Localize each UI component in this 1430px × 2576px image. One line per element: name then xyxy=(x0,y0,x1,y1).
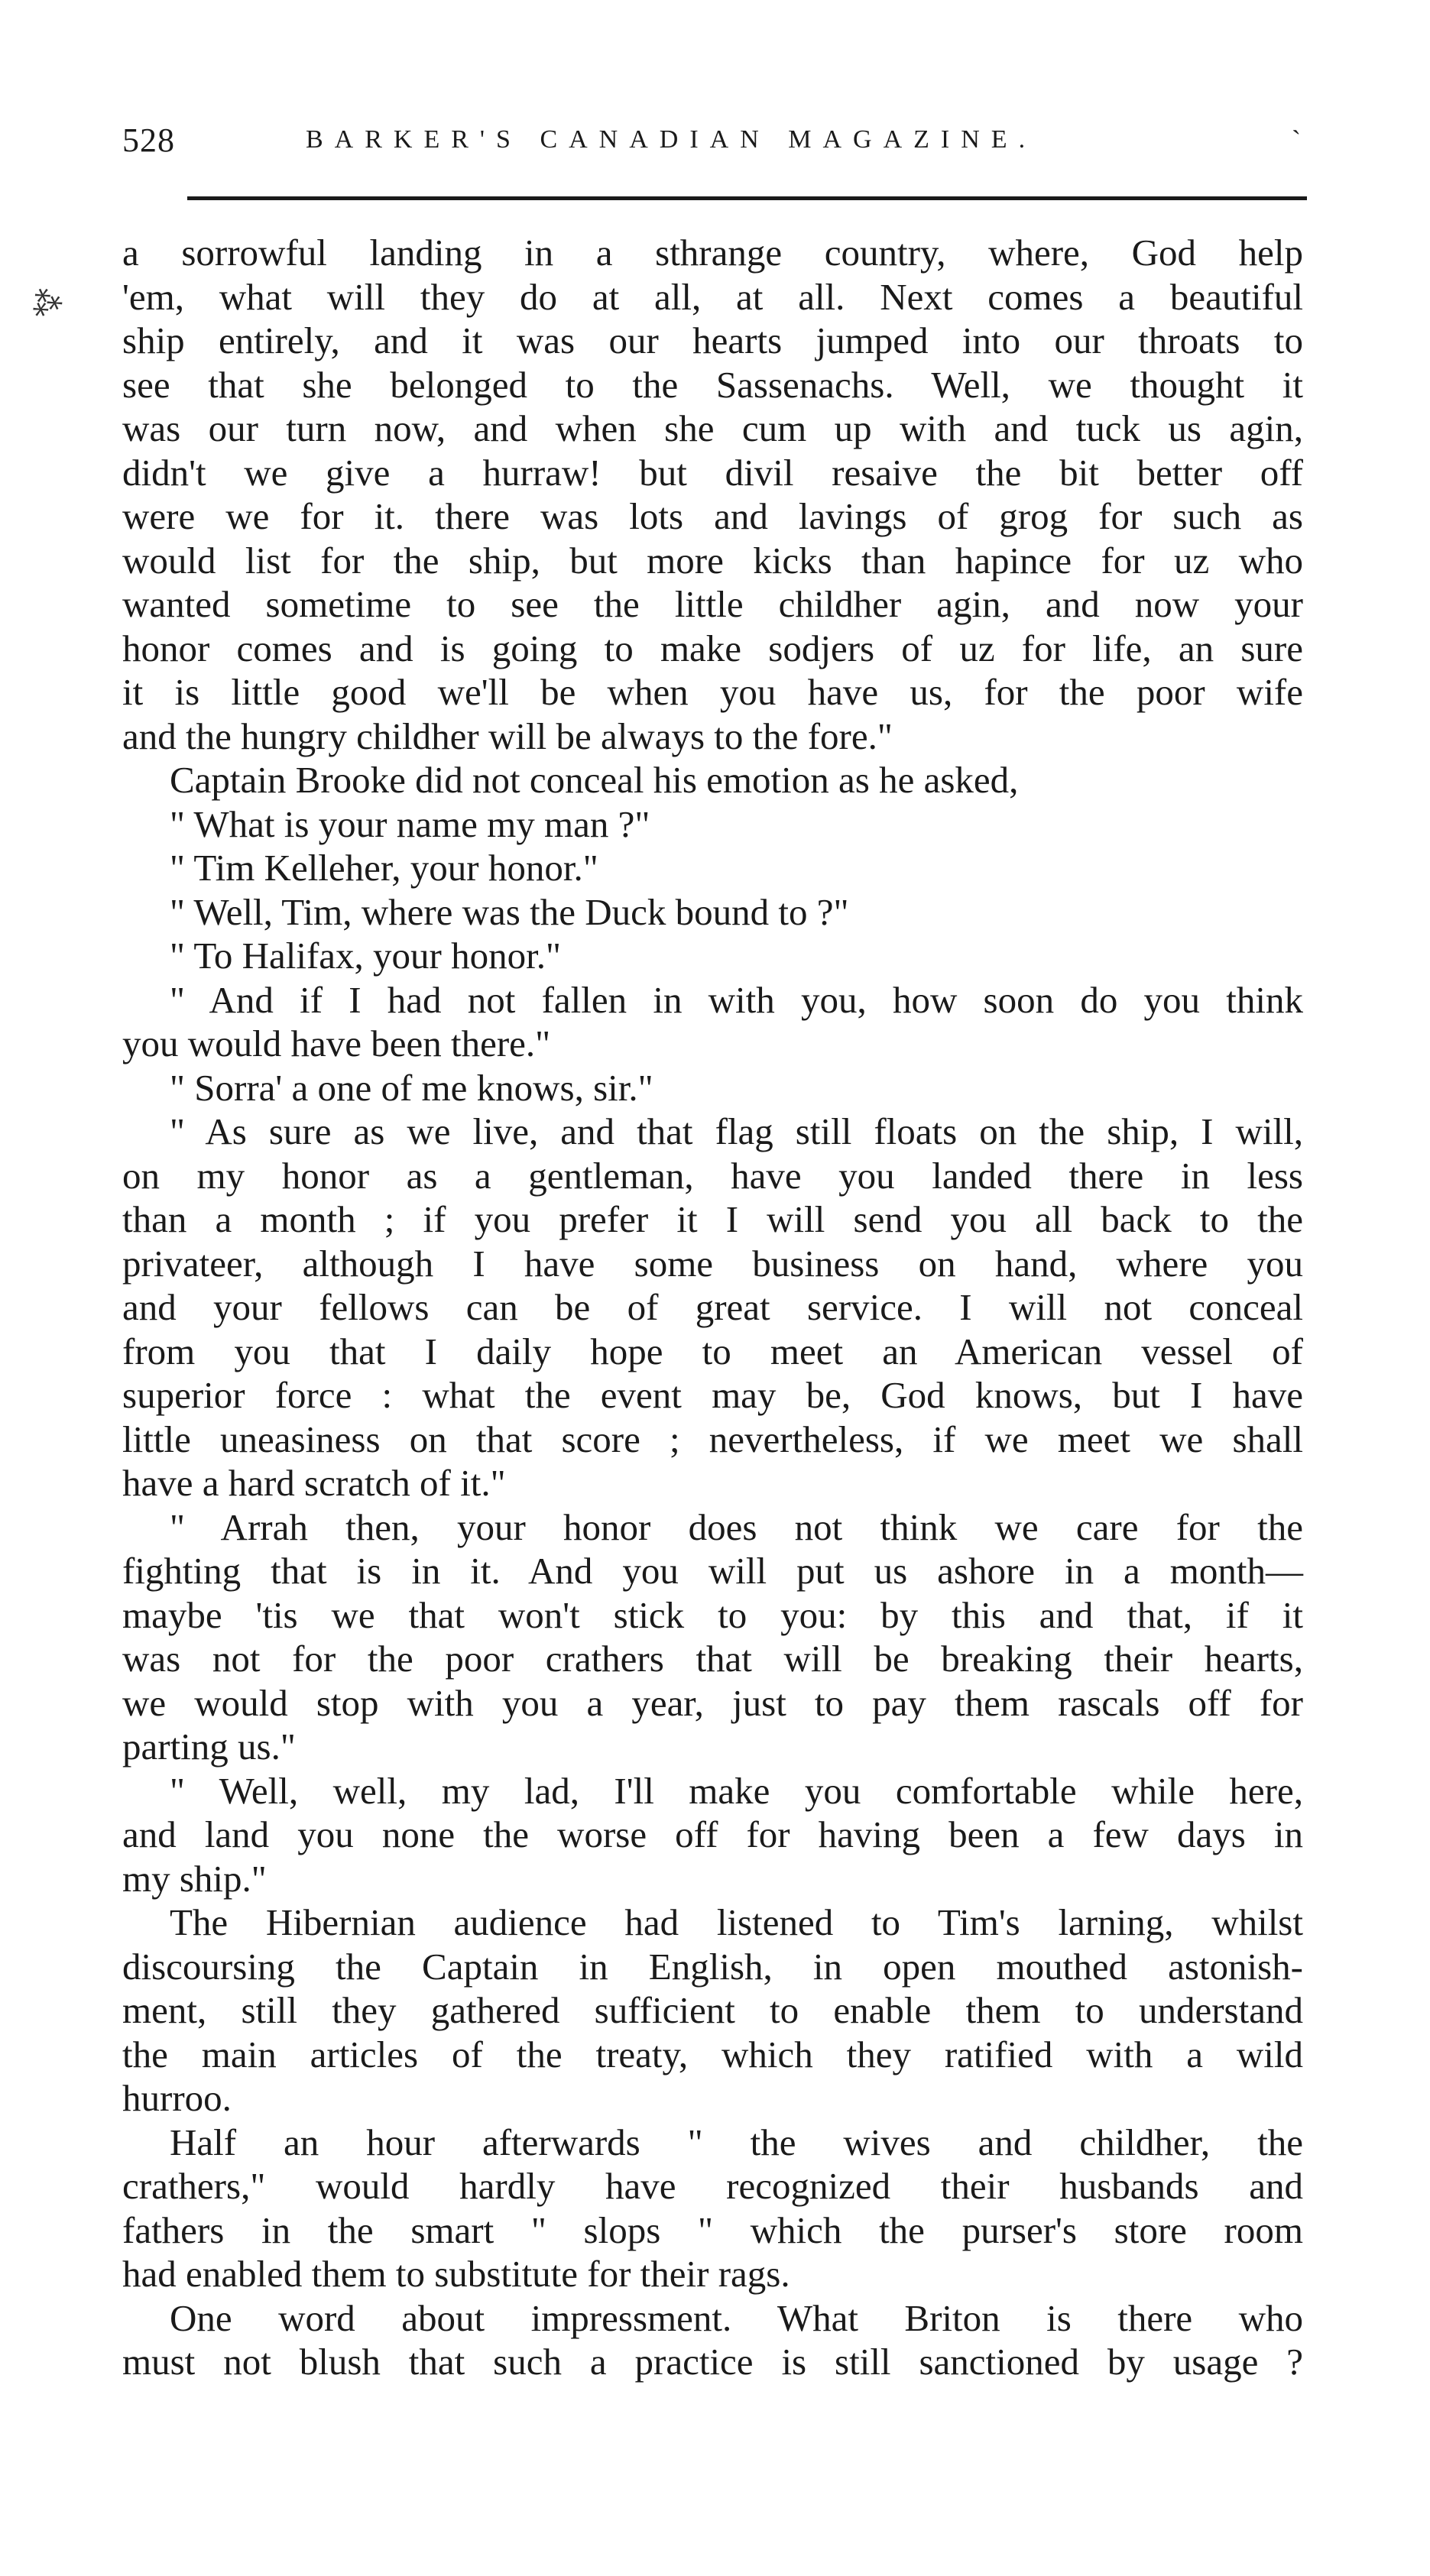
body-text xyxy=(122,231,1303,2384)
text-line: have a hard scratch of it." xyxy=(122,1462,506,1504)
text-line: and your fellows can be of great service. I will not conceal xyxy=(122,1286,1303,1328)
text-line: " To Halifax, your honor." xyxy=(170,935,561,977)
text-line: on my honor as a gentleman, have you landed there in less xyxy=(122,1154,1303,1197)
text-line: crathers," would hardly have recognized their husbands and xyxy=(122,2165,1303,2207)
text-line: ment, still they gathered sufficient to enable them to understand xyxy=(122,1989,1303,2031)
text-line: a sorrowful landing in a sthrange country, where, God help xyxy=(122,232,1303,274)
text-line: from you that I daily hope to meet an American vessel of xyxy=(122,1330,1303,1372)
text-line: you would have been there." xyxy=(122,1022,551,1064)
text-line: than a month ; if you prefer it I will send you all back to the xyxy=(122,1198,1303,1240)
text-line: Half an hour afterwards " the wives and childher, the xyxy=(170,2121,1303,2163)
text-line: honor comes and is going to make sodjers of uz for life, an sure xyxy=(122,627,1303,669)
text-line: must not blush that such a practice is still sanctioned by usage ? xyxy=(122,2341,1303,2383)
text-line: " What is your name my man ?" xyxy=(170,802,650,845)
text-line: and land you none the worse off for having been a few days in xyxy=(122,1813,1303,1855)
text-line: superior force : what the event may be, God knows, but I have xyxy=(122,1374,1303,1416)
text-line: 'em, what will they do at all, at all. Next comes a beautiful xyxy=(122,275,1303,318)
text-line: fighting that is in it. And you will put us ashore in a month— xyxy=(122,1550,1303,1592)
text-line: privateer, although I have some business on hand, where you xyxy=(122,1242,1303,1285)
text-line: it is little good we'll be when you have us, for the poor wife xyxy=(122,671,1303,713)
text-line: maybe 'tis we that won't stick to you: by this and that, if it xyxy=(122,1593,1303,1636)
text-line: parting us." xyxy=(122,1725,296,1768)
text-line: Captain Brooke did not conceal his emotion as he asked, xyxy=(170,759,1019,801)
text-line: the main articles of the treaty, which they ratified with a wild xyxy=(122,2033,1303,2075)
text-line: were we for it. there was lots and lavings of grog for such as xyxy=(122,495,1303,537)
text-line: little uneasiness on that score ; nevertheless, if we meet we shall xyxy=(122,1418,1303,1460)
text-line: " Sorra' a one of me knows, sir." xyxy=(170,1066,653,1109)
printer-ornament-icon: ⁂ xyxy=(24,280,67,325)
page-header xyxy=(122,121,1315,167)
text-line: " As sure as we live, and that flag still floats on the ship, I will, xyxy=(170,1110,1303,1152)
text-line: wanted sometime to see the little childher agin, and now your xyxy=(122,583,1303,625)
text-line: fathers in the smart " slops " which the purser's store room xyxy=(122,2208,1303,2251)
text-line: " Arrah then, your honor does not think we care for the xyxy=(170,1505,1303,1548)
text-line: didn't we give a hurraw! but divil resaive the bit better off xyxy=(122,451,1303,494)
text-line: hurroo. xyxy=(122,2077,232,2119)
text-line: had enabled them to substitute for their rags. xyxy=(122,2253,790,2295)
text-line: One word about impressment. What Briton is there who xyxy=(170,2296,1303,2339)
text-line: " And if I had not fallen in with you, how soon do you think xyxy=(170,978,1303,1021)
text-line: ship entirely, and it was our hearts jumped into our throats to xyxy=(122,319,1303,361)
text-line: " Well, Tim, where was the Duck bound to ?" xyxy=(170,890,849,933)
text-line: see that she belonged to the Sassenachs. Well, we thought it xyxy=(122,363,1303,406)
text-line: would list for the ship, but more kicks than hapince for uz who xyxy=(122,539,1303,582)
running-head: BARKER'S CANADIAN MAGAZINE. xyxy=(306,125,1037,154)
header-rule xyxy=(187,196,1307,200)
text-line: and the hungry childher will be always to the fore." xyxy=(122,714,893,757)
text-line: The Hibernian audience had listened to Tim's larning, whilst xyxy=(170,1901,1303,1943)
text-line: " Well, well, my lad, I'll make you comfortable while here, xyxy=(170,1769,1303,1812)
tick-mark: ` xyxy=(1292,125,1301,155)
text-line: was not for the poor crathers that will be breaking their hearts, xyxy=(122,1638,1303,1680)
page-number: 528 xyxy=(122,122,175,159)
text-line: " Tim Kelleher, your honor." xyxy=(170,847,598,889)
text-line: was our turn now, and when she cum up with and tuck us agin, xyxy=(122,407,1303,449)
text-line: we would stop with you a year, just to pay them rascals off for xyxy=(122,1681,1303,1724)
text-line: discoursing the Captain in English, in open mouthed astonish- xyxy=(122,1945,1303,1988)
text-line: my ship." xyxy=(122,1857,267,1900)
